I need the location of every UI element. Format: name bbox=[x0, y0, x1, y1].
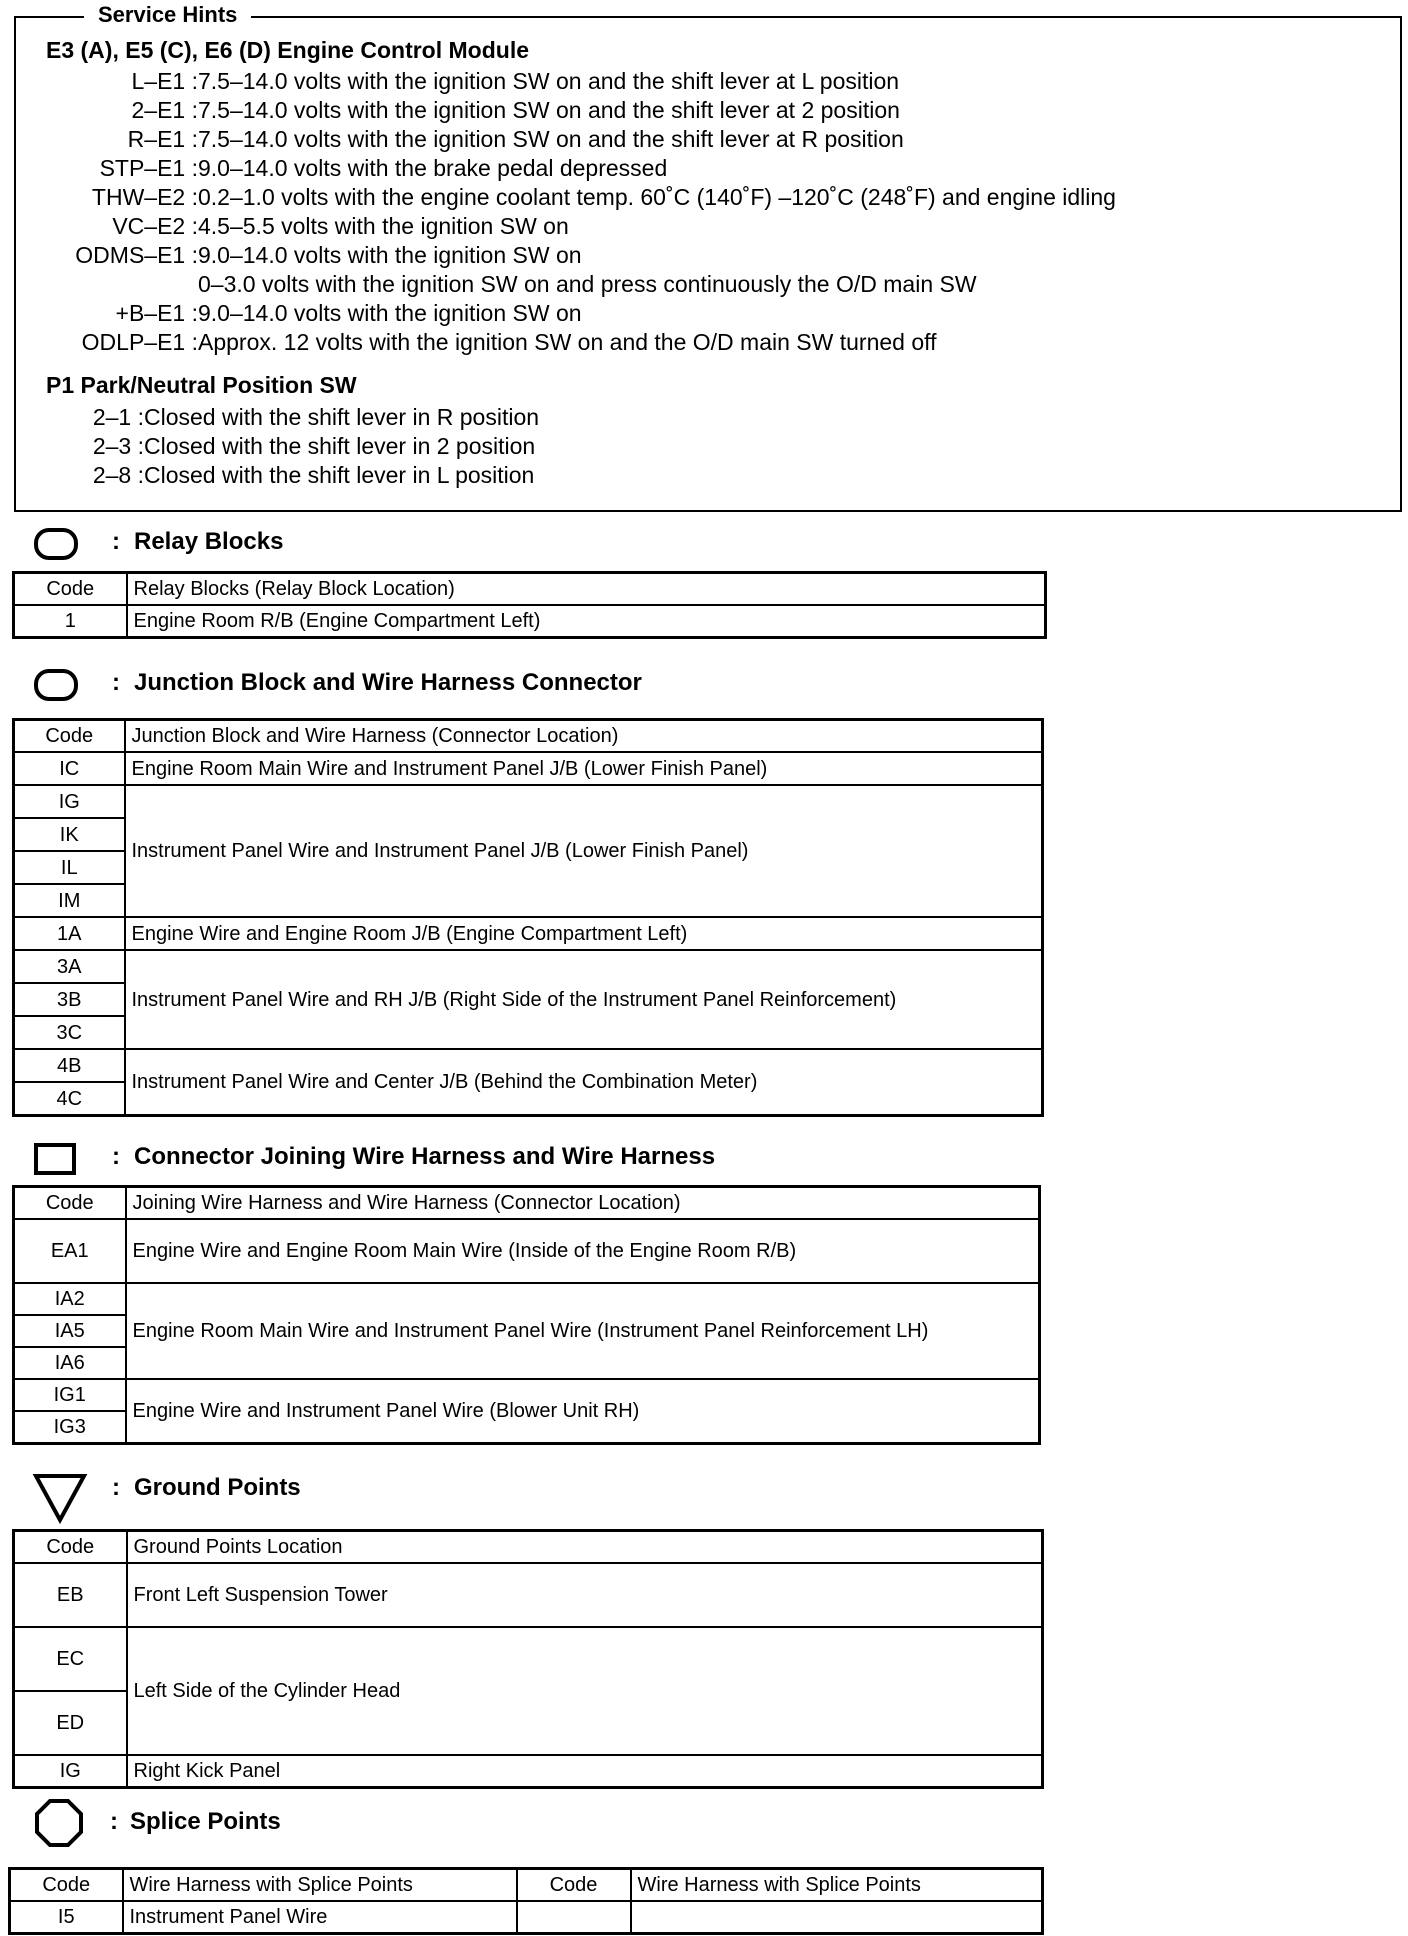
hint-text: 9.0–14.0 volts with the ignition SW on bbox=[198, 242, 582, 268]
hint-terminal: +B–E1 : bbox=[115, 300, 198, 326]
hint-terminal: 2–E1 : bbox=[131, 97, 198, 123]
hint-row bbox=[92, 432, 536, 460]
code-cell: IA6 bbox=[14, 1347, 126, 1379]
description-header: Relay Blocks (Relay Block Location) bbox=[127, 573, 1046, 606]
table-row bbox=[14, 917, 1043, 950]
hint-text: 4.5–5.5 volts with the ignition SW on bbox=[198, 213, 569, 239]
section-colon: : bbox=[112, 669, 120, 696]
table-header-row bbox=[10, 1869, 1043, 1902]
hint-text: 0–3.0 volts with the ignition SW on and press continuously the O/D main SW bbox=[198, 271, 977, 297]
hint-terminal: THW–E2 : bbox=[91, 184, 198, 210]
table-row bbox=[14, 1379, 1040, 1411]
code-cell: EC bbox=[14, 1627, 127, 1691]
hint-text: 9.0–14.0 volts with the ignition SW on bbox=[198, 300, 582, 326]
table-row bbox=[14, 1219, 1040, 1283]
hint-text: 7.5–14.0 volts with the ignition SW on and the shift lever at R position bbox=[198, 126, 904, 152]
hint-terminal: 2–8 : bbox=[92, 462, 144, 488]
code-cell: IG3 bbox=[14, 1411, 126, 1444]
pnp-heading: P1 Park/Neutral Position SW bbox=[46, 372, 357, 398]
description-cell: Instrument Panel Wire bbox=[123, 1901, 517, 1934]
code-cell: ED bbox=[14, 1691, 127, 1755]
hint-row bbox=[198, 270, 977, 298]
hint-row bbox=[115, 299, 582, 327]
table-header-row bbox=[14, 573, 1046, 606]
code-cell: IK bbox=[14, 818, 125, 851]
table-header-row bbox=[14, 720, 1043, 753]
table-row bbox=[14, 785, 1043, 818]
code-cell: IG1 bbox=[14, 1379, 126, 1411]
description-cell: Left Side of the Cylinder Head bbox=[127, 1627, 1043, 1755]
hint-row bbox=[112, 212, 569, 240]
description-cell: Right Kick Panel bbox=[127, 1755, 1043, 1788]
splice-points-table bbox=[8, 1867, 1044, 1935]
section-title: Splice Points bbox=[130, 1808, 281, 1835]
hint-row bbox=[127, 125, 904, 153]
code-cell: 3B bbox=[14, 983, 125, 1016]
ecm-heading: E3 (A), E5 (C), E6 (D) Engine Control Module bbox=[46, 37, 529, 63]
ground-point-symbol-icon bbox=[32, 1472, 92, 1526]
table-row bbox=[14, 1627, 1043, 1691]
table-row bbox=[14, 1049, 1043, 1082]
description-cell: Engine Wire and Engine Room J/B (Engine Compartment Left) bbox=[125, 917, 1043, 950]
table-row bbox=[14, 1755, 1043, 1788]
code-cell: IL bbox=[14, 851, 125, 884]
table-row bbox=[10, 1901, 1043, 1934]
relay-blocks-table bbox=[12, 571, 1047, 639]
description-header: Ground Points Location bbox=[127, 1531, 1043, 1564]
description-header: Joining Wire Harness and Wire Harness (Connector Location) bbox=[126, 1187, 1040, 1220]
code-cell: IM bbox=[14, 884, 125, 917]
section-title: Connector Joining Wire Harness and Wire Harness bbox=[134, 1143, 716, 1170]
hint-text: 7.5–14.0 volts with the ignition SW on and the shift lever at L position bbox=[198, 68, 900, 94]
code-cell: IA5 bbox=[14, 1315, 126, 1347]
code-header: Code bbox=[14, 1531, 127, 1564]
hint-terminal: VC–E2 : bbox=[112, 213, 198, 239]
junction-block-symbol-icon bbox=[32, 663, 84, 703]
code-header: Code bbox=[14, 720, 125, 753]
table-row bbox=[14, 1563, 1043, 1627]
section-colon: : bbox=[112, 1143, 120, 1170]
hint-terminal: 2–1 : bbox=[92, 404, 144, 430]
hint-terminal: ODLP–E1 : bbox=[81, 329, 198, 355]
description-cell: Engine Room R/B (Engine Compartment Left) bbox=[127, 605, 1046, 638]
hint-text: Approx. 12 volts with the ignition SW on and the O/D main SW turned off bbox=[198, 329, 937, 355]
splice-point-symbol-icon bbox=[32, 1798, 92, 1852]
connector-symbol-icon bbox=[32, 1137, 84, 1177]
code-cell: EA1 bbox=[14, 1219, 126, 1283]
code-cell: EB bbox=[14, 1563, 127, 1627]
code-cell: 4C bbox=[14, 1082, 125, 1116]
description-cell: Engine Room Main Wire and Instrument Panel J/B (Lower Finish Panel) bbox=[125, 752, 1043, 785]
relay-block-symbol-icon bbox=[32, 522, 84, 562]
section-colon: : bbox=[112, 528, 120, 555]
hint-terminal: STP–E1 : bbox=[99, 155, 198, 181]
section-colon: : bbox=[110, 1808, 118, 1835]
description-cell: Instrument Panel Wire and Instrument Panel J/B (Lower Finish Panel) bbox=[125, 785, 1043, 917]
service-hints-title: Service Hints bbox=[84, 2, 251, 28]
hint-terminal: ODMS–E1 : bbox=[75, 242, 198, 268]
code-cell: IC bbox=[14, 752, 125, 785]
code-cell-2 bbox=[517, 1901, 631, 1934]
description-cell: Instrument Panel Wire and RH J/B (Right Side of the Instrument Panel Reinforcement) bbox=[125, 950, 1043, 1049]
description-cell-2 bbox=[631, 1901, 1043, 1934]
description-cell: Engine Room Main Wire and Instrument Panel Wire (Instrument Panel Reinforcement LH) bbox=[126, 1283, 1040, 1379]
code-header: Code bbox=[14, 1187, 126, 1220]
connector-joining-table bbox=[12, 1185, 1041, 1445]
junction-block-table bbox=[12, 718, 1044, 1117]
hint-text: 7.5–14.0 volts with the ignition SW on and the shift lever at 2 position bbox=[198, 97, 900, 123]
section-title: Junction Block and Wire Harness Connector bbox=[134, 669, 642, 696]
table-row bbox=[14, 950, 1043, 983]
ground-points-table bbox=[12, 1529, 1044, 1789]
code-cell: 4B bbox=[14, 1049, 125, 1082]
hint-terminal: R–E1 : bbox=[127, 126, 198, 152]
code-header-2: Code bbox=[517, 1869, 631, 1902]
hint-row bbox=[92, 403, 540, 431]
hint-text: 9.0–14.0 volts with the brake pedal depressed bbox=[198, 155, 668, 181]
hint-row bbox=[75, 241, 582, 269]
hint-terminal: L–E1 : bbox=[131, 68, 198, 94]
hint-text: 0.2–1.0 volts with the engine coolant temp. 60˚C (140˚F) –120˚C (248˚F) and engine idling bbox=[198, 184, 1116, 210]
table-row bbox=[14, 605, 1046, 638]
description-cell: Engine Wire and Instrument Panel Wire (Blower Unit RH) bbox=[126, 1379, 1040, 1444]
hint-row bbox=[131, 96, 900, 124]
description-header: Wire Harness with Splice Points bbox=[123, 1869, 517, 1902]
code-cell: 1A bbox=[14, 917, 125, 950]
table-header-row bbox=[14, 1187, 1040, 1220]
code-header: Code bbox=[14, 573, 127, 606]
description-cell: Instrument Panel Wire and Center J/B (Behind the Combination Meter) bbox=[125, 1049, 1043, 1116]
description-cell: Front Left Suspension Tower bbox=[127, 1563, 1043, 1627]
description-header: Junction Block and Wire Harness (Connector Location) bbox=[125, 720, 1043, 753]
code-cell: IA2 bbox=[14, 1283, 126, 1315]
code-cell: 1 bbox=[14, 605, 127, 638]
hint-text: Closed with the shift lever in 2 position bbox=[144, 433, 536, 459]
hint-text: Closed with the shift lever in R position bbox=[144, 404, 540, 430]
code-cell: I5 bbox=[10, 1901, 123, 1934]
code-cell: 3A bbox=[14, 950, 125, 983]
table-row bbox=[14, 1283, 1040, 1315]
hint-row bbox=[99, 154, 668, 182]
hint-row bbox=[81, 328, 937, 356]
hint-row bbox=[92, 461, 535, 489]
section-title: Relay Blocks bbox=[134, 528, 284, 555]
table-row bbox=[14, 752, 1043, 785]
hint-text: Closed with the shift lever in L position bbox=[144, 462, 535, 488]
description-header-2: Wire Harness with Splice Points bbox=[631, 1869, 1043, 1902]
description-cell: Engine Wire and Engine Room Main Wire (Inside of the Engine Room R/B) bbox=[126, 1219, 1040, 1283]
code-cell: 3C bbox=[14, 1016, 125, 1049]
code-header: Code bbox=[10, 1869, 123, 1902]
hint-row bbox=[131, 67, 900, 95]
hint-row bbox=[91, 183, 1116, 211]
hint-terminal: 2–3 : bbox=[92, 433, 144, 459]
table-header-row bbox=[14, 1531, 1043, 1564]
section-title: Ground Points bbox=[134, 1474, 301, 1501]
section-colon: : bbox=[112, 1474, 120, 1501]
code-cell: IG bbox=[14, 1755, 127, 1788]
code-cell: IG bbox=[14, 785, 125, 818]
